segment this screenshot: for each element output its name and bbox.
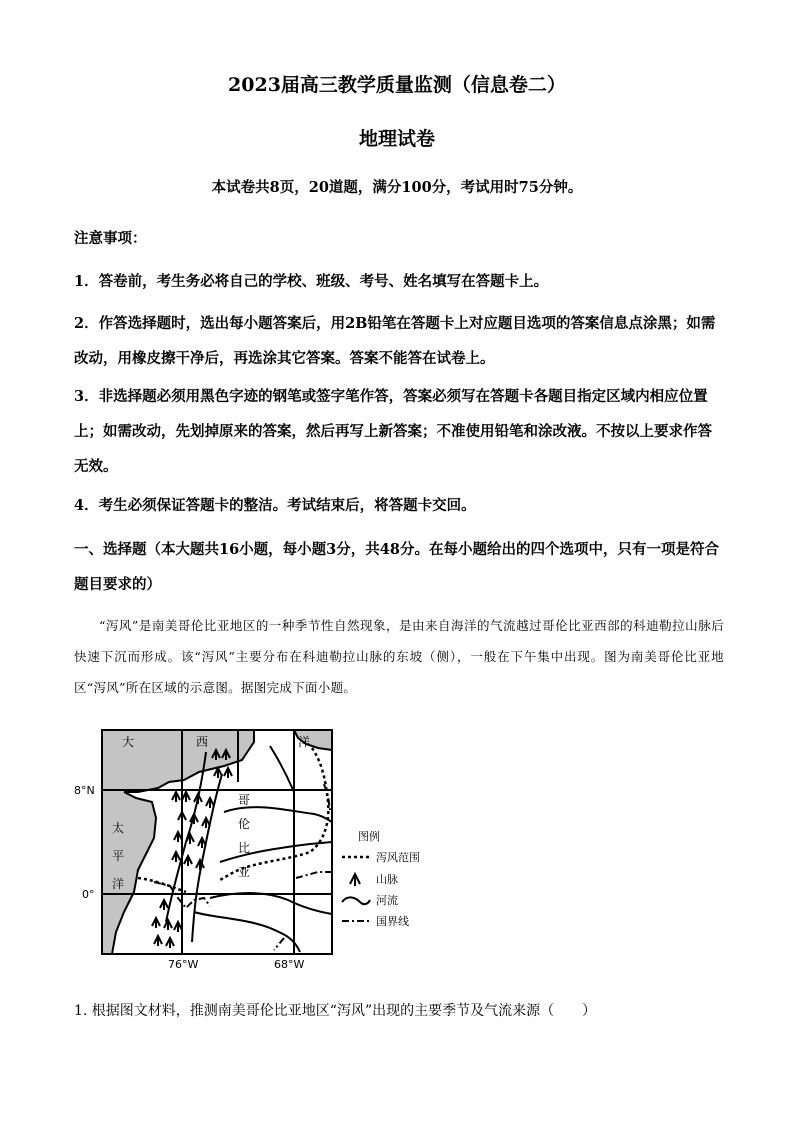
note-item-4: 4．考生必须保证答题卡的整洁。考试结束后，将答题卡交回。	[74, 497, 476, 514]
legend-wind-label: 泻风范围	[376, 851, 420, 864]
reading-material: “泻风”是南美哥伦比亚地区的一种季节性自然现象，是由来自海洋的气流越过哥伦比亚西部的科迪勒拉山脉后快速下沉而形成。该“泻风”主要分布在科迪勒拉山脉的东坡（侧），一般在下午集中出现。图为南美哥伦比亚地区“泻风”所在区域的示意图。据图完成下面小题。	[74, 618, 724, 695]
ocean-label-pacific-1: 太	[112, 821, 125, 835]
ocean-label-atlantic-2: 西	[196, 735, 209, 749]
latitude-8n: 8°N	[74, 784, 95, 797]
legend-mountain-label: 山脉	[376, 873, 398, 886]
ocean-label-pacific-2: 平	[112, 849, 125, 863]
country-label-4: 亚	[238, 865, 251, 879]
river	[194, 912, 300, 952]
country-label-1: 哥	[238, 793, 251, 807]
notes-heading: 注意事项：	[74, 230, 147, 247]
ocean-label-atlantic-1: 大	[122, 735, 135, 749]
question-1: 1. 根据图文材料，推测南美哥伦比亚地区“泻风”出现的主要季节及气流来源（ ）	[74, 1003, 597, 1019]
pacific-ocean-area	[102, 792, 156, 954]
river	[210, 893, 332, 914]
ocean-label-atlantic-3: 洋	[298, 735, 311, 749]
exam-info: 本试卷共8页，20道题，满分100分，考试用时75分钟。	[211, 179, 583, 196]
legend-river-label: 河流	[376, 894, 398, 907]
longitude-76w: 76°W	[168, 958, 199, 971]
border-line	[296, 872, 332, 878]
river	[270, 746, 294, 792]
note-item-2: 2．作答选择题时，选出每小题答案后，用2B铅笔在答题卡上对应题目选项的答案信息点涂黑；如需改动，用橡皮擦干净后，再选涂其它答案。答案不能答在试卷上。	[74, 315, 716, 367]
legend-river-symbol	[342, 897, 370, 904]
longitude-68w: 68°W	[274, 958, 305, 971]
latitude-0: 0°	[82, 888, 95, 901]
note-item-1: 1．答卷前，考生务必将自己的学校、班级、考号、姓名填写在答题卡上。	[74, 273, 549, 290]
country-label-2: 伦	[238, 817, 251, 831]
ocean-label-pacific-3: 洋	[112, 877, 125, 891]
legend-title: 图例	[358, 830, 380, 843]
section-heading: 一、选择题（本大题共16小题，每小题3分，共48分。在每小题给出的四个选项中，只有一项是符合题目要求的）	[74, 541, 719, 593]
country-label-3: 比	[238, 841, 251, 855]
note-item-3: 3．非选择题必须用黑色字迹的钢笔或签字笔作答，答案必须写在答题卡各题目指定区域内相应位置上；如需改动，先划掉原来的答案，然后再写上新答案；不准使用铅笔和涂改液。不按以上要求作答无效。	[74, 388, 712, 475]
wind-range-line	[138, 878, 186, 892]
exam-title: 2023届高三教学质量监测（信息卷二）	[228, 74, 566, 96]
border-line	[274, 938, 284, 950]
legend-mountain-icon	[350, 874, 360, 886]
subject-title: 地理试卷	[358, 128, 435, 150]
colombia-wind-map	[74, 722, 574, 972]
legend-border-label: 国界线	[376, 915, 409, 928]
river	[220, 842, 332, 862]
